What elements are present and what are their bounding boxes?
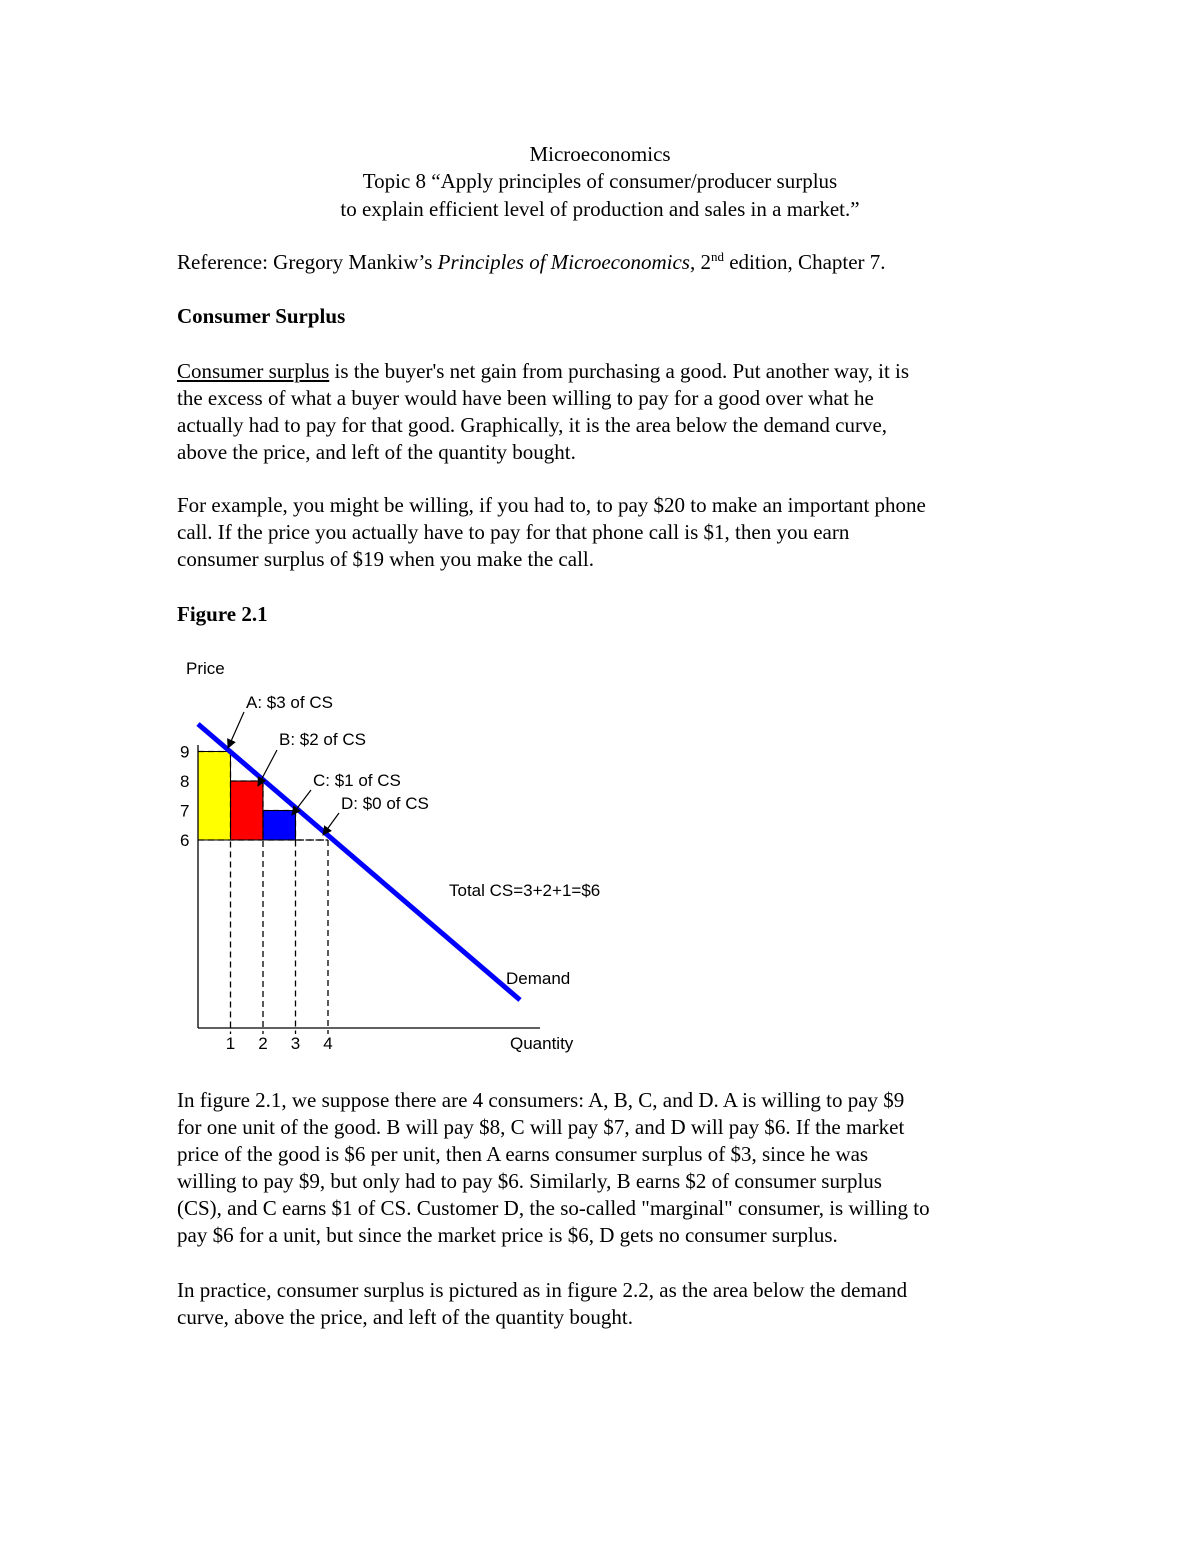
example-line: call. If the price you actually have to pay for that phone call is $1, then you earn xyxy=(177,520,850,544)
example-line: For example, you might be willing, if you had to, to pay $20 to make an important phone xyxy=(177,493,926,517)
x-tick-label: 3 xyxy=(290,1034,301,1053)
y-tick-label: 7 xyxy=(180,801,190,821)
definition-line: above the price, and left of the quantity bought. xyxy=(177,440,576,464)
explanation-line: willing to pay $9, but only had to pay $6. Similarly, B earns $2 of consumer surplus xyxy=(177,1169,882,1193)
y-tick-label: 8 xyxy=(180,772,190,791)
edition-superscript: nd xyxy=(710,249,724,264)
cs-bar-a xyxy=(198,752,231,841)
definition-line: the excess of what a buyer would have been willing to pay for a good over what he xyxy=(177,386,874,410)
cs-label-d: D: $0 of CS xyxy=(341,794,429,813)
y-tick-label: 6 xyxy=(180,831,190,850)
cs-arrow-d xyxy=(323,813,339,835)
practice-paragraph xyxy=(177,1277,1037,1331)
cs-label-a: A: $3 of CS xyxy=(246,693,333,712)
explanation-paragraph xyxy=(177,1087,1037,1249)
definition-line: actually had to pay for that good. Graphically, it is the area below the demand curve, xyxy=(177,413,888,437)
definition-line: is the buyer's net gain from purchasing a good. Put another way, it is xyxy=(329,359,910,383)
section-heading: Consumer Surplus xyxy=(177,304,346,328)
x-tick-label: 2 xyxy=(258,1034,268,1053)
reference-prefix: Reference: Gregory Mankiw’s xyxy=(177,250,438,274)
cs-label-c: C: $1 of CS xyxy=(313,771,401,790)
reference-suffix: edition, Chapter 7. xyxy=(723,250,886,274)
topic-line-continued: to explain efficient level of production and sales in a market.” xyxy=(340,197,860,221)
topic-line: Topic 8 “Apply principles of consumer/producer surplus xyxy=(362,169,838,193)
total-cs-annotation: Total CS=3+2+1=$6 xyxy=(449,881,601,900)
practice-line: In practice, consumer surplus is pictured as in figure 2.2, as the area below the demand xyxy=(177,1278,908,1302)
explanation-line: In figure 2.1, we suppose there are 4 consumers: A, B, C, and D. A is willing to pay $9 xyxy=(177,1088,905,1112)
x-tick-label: 4 xyxy=(323,1034,333,1053)
demand-label: Demand xyxy=(506,969,571,988)
course-title: Microeconomics xyxy=(529,142,671,166)
x-tick-label: 1 xyxy=(225,1034,236,1053)
practice-line: curve, above the price, and left of the quantity bought. xyxy=(177,1305,634,1329)
book-title: Principles of Microeconomics xyxy=(437,250,690,274)
edition-number: , 2 xyxy=(689,250,711,274)
explanation-line: price of the good is $6 per unit, then A earns consumer surplus of $3, since he was xyxy=(177,1142,869,1166)
cs-bar-c xyxy=(263,811,296,841)
explanation-line: for one unit of the good. B will pay $8, C will pay $7, and D will pay $6. If the market xyxy=(177,1115,905,1139)
x-axis-label: Quantity xyxy=(510,1034,574,1053)
y-tick-label: 9 xyxy=(180,742,190,762)
explanation-line: pay $6 for a unit, but since the market price is $6, D gets no consumer surplus. xyxy=(177,1223,838,1247)
defined-term: Consumer surplus xyxy=(177,359,330,383)
example-line: consumer surplus of $19 when you make the call. xyxy=(177,547,594,571)
cs-bar-b xyxy=(231,781,264,840)
y-axis-label: Price xyxy=(186,659,225,678)
figure-heading: Figure 2.1 xyxy=(177,602,268,626)
explanation-line: (CS), and C earns $1 of CS. Customer D, the so-called "marginal" consumer, is willing to xyxy=(177,1196,930,1220)
demand-curve xyxy=(198,724,520,1000)
cs-arrow-a xyxy=(228,712,244,748)
cs-label-b: B: $2 of CS xyxy=(279,730,366,749)
